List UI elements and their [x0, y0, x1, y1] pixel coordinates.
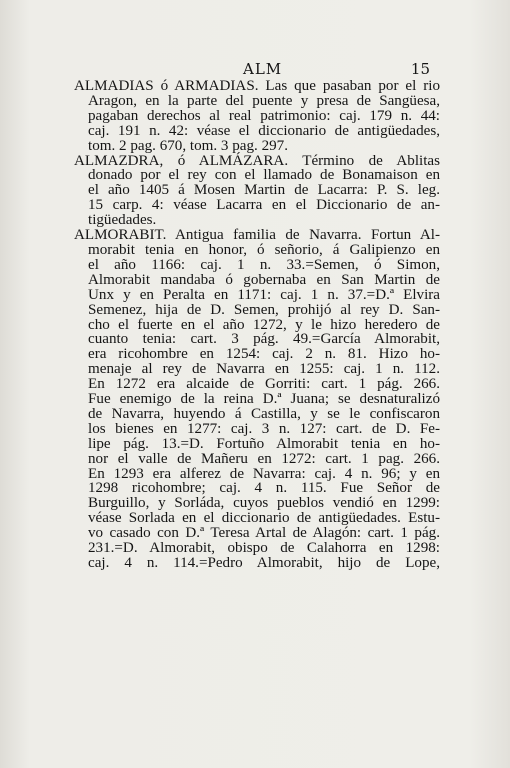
entries-text: [74, 79, 440, 571]
text-line: el año 1405 á Mosen Martin de Lacarra: P. S. leg.: [88, 182, 440, 199]
page-number: 15: [410, 60, 430, 78]
text-line: nor el valle de Mañeru en 1272: cart. 1 pag. 266.: [88, 450, 440, 467]
text-line: caj. 4 n. 114.=Pedro Almorabit, hijo de Lope,: [88, 555, 440, 571]
text-line: lipe pág. 13.=D. Fortuño Almorabit tenia en ho-: [88, 435, 440, 452]
text-line: Semenez, hija de D. Semen, prohijó al rey D. San-: [88, 301, 440, 318]
page-header: [78, 60, 430, 80]
text-line: los bienes en 1277: caj. 3 n. 127: cart. de D. Fe-: [88, 420, 440, 437]
text-line: el año 1166: caj. 1 n. 33.=Semen, ó Simon,: [88, 256, 440, 273]
text-line: pagaban derechos al real patrimonio: caj. 179 n. 44:: [88, 107, 440, 124]
text-line: Fue enemigo de la reina D.ª Juana; se desnaturalizó: [88, 391, 440, 408]
text-line: ALMADIAS ó ARMADIAS. Las que pasaban por el rio: [74, 78, 440, 94]
text-line: Burguillo, y Sorláda, cuyos pueblos vendió en 1299:: [88, 495, 440, 512]
text-line: cho el fuerte en el año 1272, y le hizo heredero de: [88, 316, 440, 333]
text-line: donado por el rey con el llamado de Bonamaison en: [88, 167, 440, 184]
text-line: ALMORABIT. Antigua familia de Navarra. Fortun Al-: [74, 227, 440, 244]
text-line: era ricohombre en 1254: caj. 2 n. 81. Hizo ho-: [88, 346, 440, 363]
text-line: Aragon, en la parte del puente y presa de Sangüesa,: [88, 92, 440, 109]
text-line: caj. 191 n. 42: véase el diccionario de antigüedades,: [88, 122, 440, 139]
text-line: ALMAZDRA, ó ALMÁZARA. Término de Ablitas: [74, 152, 440, 169]
text-line: menaje al rey de Navarra en 1255: caj. 1 n. 112.: [88, 361, 440, 378]
text-line: 15 carp. 4: véase Lacarra en el Diccionario de an-: [88, 197, 440, 214]
text-line: cuanto tenia: cart. 3 pág. 49.=García Almorabit,: [88, 331, 440, 348]
text-line: 1298 ricohombre; caj. 4 n. 115. Fue Señor de: [88, 480, 440, 497]
running-head: ALM: [243, 60, 283, 78]
text-line: En 1272 era alcaide de Gorriti: cart. 1 pág. 266.: [88, 376, 440, 393]
text-line: véase Sorlada en el diccionario de antigüedades. Estu-: [88, 510, 440, 527]
text-line: Unx y en Peralta en 1171: caj. 1 n. 37.=D.ª Elvira: [88, 286, 440, 303]
text-line: de Navarra, huyendo á Castilla, y se le confiscaron: [88, 405, 440, 422]
text-line: Almorabit mandaba ó gobernaba en San Martin de: [88, 271, 440, 288]
text-line: En 1293 era alferez de Navarra: caj. 4 n. 96; y en: [88, 465, 440, 482]
text-line: 231.=D. Almorabit, obispo de Calahorra en 1298:: [88, 540, 440, 557]
text-line: tigüedades.: [88, 212, 157, 229]
text-line: morabit tenia en honor, ó señorio, á Galipienzo en: [88, 241, 440, 258]
text-line: tom. 2 pag. 670, tom. 3 pag. 297.: [88, 137, 288, 154]
text-line: vo casado con D.ª Teresa Artal de Alagón: cart. 1 pág.: [88, 525, 440, 542]
